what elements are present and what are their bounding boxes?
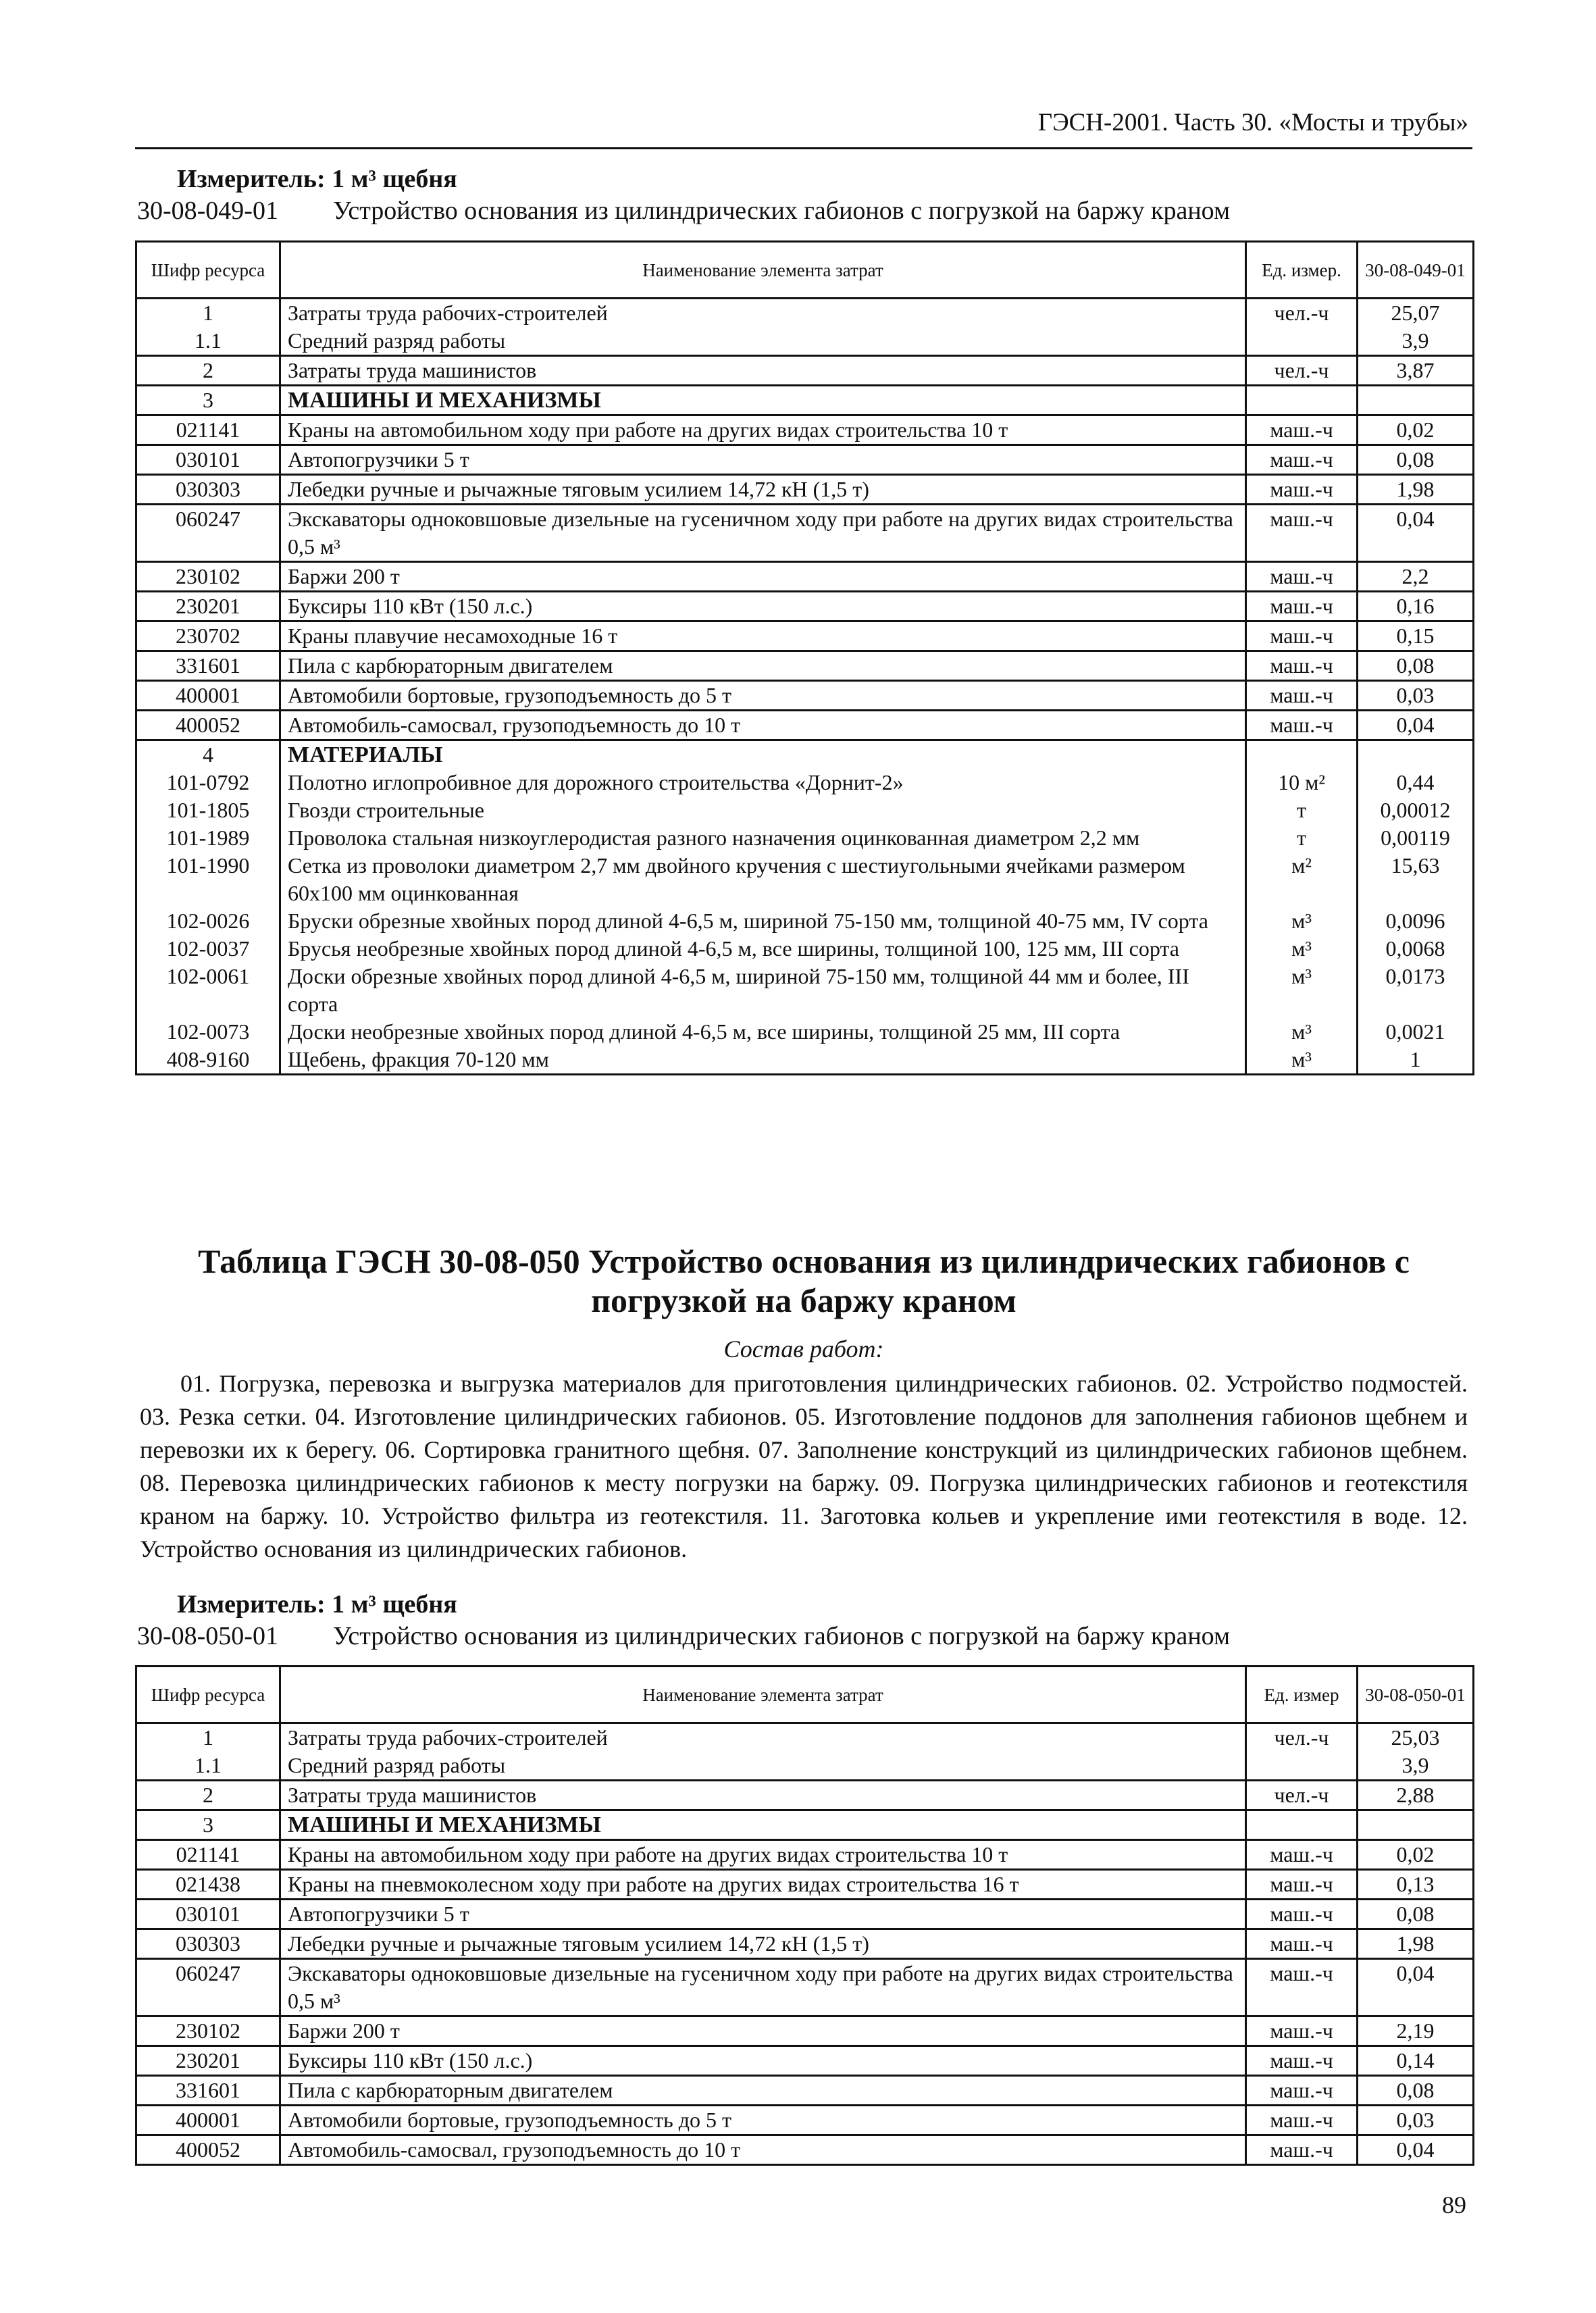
row-name: МАТЕРИАЛЫ [280, 740, 1246, 769]
table-row [136, 2016, 1474, 2046]
row-name: Баржи 200 т [280, 2016, 1246, 2046]
row-unit: м³ [1246, 1046, 1358, 1075]
row-code: 030101 [136, 445, 280, 475]
row-value: 3,9 [1358, 1752, 1474, 1781]
row-value: 1,98 [1358, 475, 1474, 505]
table2-cost-table [135, 1665, 1474, 2166]
row-code: 2 [136, 1781, 280, 1810]
row-unit: маш.-ч [1246, 681, 1358, 711]
table-row [136, 1810, 1474, 1840]
running-title: ГЭСН-2001. Часть 30. «Мосты и трубы» [1037, 109, 1468, 136]
row-name: Автопогрузчики 5 т [280, 445, 1246, 475]
row-name: Пила с карбюраторным двигателем [280, 651, 1246, 681]
row-name: Буксиры 110 кВт (150 л.с.) [280, 592, 1246, 621]
header-code: Шифр ресурса [136, 242, 280, 299]
table1-description: Устройство основания из цилиндрических габионов с погрузкой на баржу краном [333, 197, 1230, 225]
row-name: Лебедки ручные и рычажные тяговым усилием 14,72 кН (1,5 т) [280, 475, 1246, 505]
table2-measure: Измеритель: 1 м³ щебня [177, 1590, 457, 1619]
row-unit [1246, 1752, 1358, 1781]
row-value: 0,04 [1358, 711, 1474, 740]
row-unit: маш.-ч [1246, 621, 1358, 651]
row-code: 230102 [136, 562, 280, 592]
work-composition-text: 01. Погрузка, перевозка и выгрузка материалов для приготовления цилиндрических габионов. 02. Устройство подмостей. 03. Резка сетки. 04. Изготовление цилиндрических габионов. 05. Изготовление поддонов для заполнения габионов щебнем и перевозки их к берегу. 06. Сортировка гранитного щебня. 07. Заполнение конструкций из цилиндрических габионов щебнем. 08. Перевозка цилиндрических габионов к месту погрузки на баржу. 09. Погрузка цилиндрических габионов и геотекстиля краном на баржу. 10. Устройство фильтра из геотекстиля. 11. Заготовка кольев и укрепление ими геотекстиля в воде. 12. Устройство основания из цилиндрических габионов. [140, 1370, 1468, 1562]
table-row [136, 562, 1474, 592]
row-name: Гвозди строительные [280, 796, 1246, 824]
table-row [136, 1018, 1474, 1046]
row-code: 3 [136, 386, 280, 415]
row-name: Экскаваторы одноковшовые дизельные на гусеничном ходу при работе на других видах строительства 0,5 м³ [280, 1959, 1246, 2016]
table-row [136, 1959, 1474, 2016]
row-code: 400052 [136, 2135, 280, 2165]
row-unit: маш.-ч [1246, 475, 1358, 505]
row-name: Краны плавучие несамоходные 16 т [280, 621, 1246, 651]
row-name: Экскаваторы одноковшовые дизельные на гусеничном ходу при работе на других видах строительства 0,5 м³ [280, 505, 1246, 562]
table-row [136, 299, 1474, 328]
row-name: Краны на пневмоколесном ходу при работе на других видах строительства 16 т [280, 1870, 1246, 1900]
row-value: 0,03 [1358, 681, 1474, 711]
table-row [136, 1929, 1474, 1959]
row-name: Доски необрезные хвойных пород длиной 4-6,5 м, все ширины, толщиной 25 мм, III сорта [280, 1018, 1246, 1046]
row-value: 0,16 [1358, 592, 1474, 621]
row-unit [1246, 740, 1358, 769]
table-row [136, 2106, 1474, 2135]
row-value: 0,14 [1358, 2046, 1474, 2076]
table-row [136, 2046, 1474, 2076]
table-row [136, 796, 1474, 824]
row-unit: маш.-ч [1246, 445, 1358, 475]
table-row [136, 2076, 1474, 2106]
table1-code: 30-08-049-01 [137, 197, 278, 225]
table-row [136, 963, 1474, 1018]
header-code: Шифр ресурса [136, 1667, 280, 1723]
row-code: 1.1 [136, 327, 280, 356]
row-code: 060247 [136, 1959, 280, 2016]
table2-subtitle [137, 1621, 1230, 1651]
row-value: 25,07 [1358, 299, 1474, 328]
row-code: 3 [136, 1810, 280, 1840]
row-unit: маш.-ч [1246, 2016, 1358, 2046]
row-code: 030303 [136, 1929, 280, 1959]
row-name: МАШИНЫ И МЕХАНИЗМЫ [280, 1810, 1246, 1840]
row-name: Автомобиль-самосвал, грузоподъемность до 10 т [280, 711, 1246, 740]
table-row [136, 327, 1474, 356]
row-value: 0,44 [1358, 769, 1474, 796]
header-unit: Ед. измер [1246, 1667, 1358, 1723]
row-code: 230702 [136, 621, 280, 651]
row-name: Бруски обрезные хвойных пород длиной 4-6,5 м, шириной 75-150 мм, толщиной 40-75 мм, IV сорта [280, 907, 1246, 935]
row-code: 101-1989 [136, 824, 280, 852]
row-value: 1 [1358, 1046, 1474, 1075]
row-value [1358, 740, 1474, 769]
row-unit [1246, 1810, 1358, 1840]
row-unit: маш.-ч [1246, 651, 1358, 681]
header-value: 30-08-049-01 [1358, 242, 1474, 299]
page-number: 89 [1442, 2191, 1466, 2218]
row-name: Автомобили бортовые, грузоподъемность до 5 т [280, 681, 1246, 711]
row-value: 0,03 [1358, 2106, 1474, 2135]
table1-cost-table [135, 240, 1474, 1075]
work-composition-label: Состав работ: [723, 1336, 884, 1363]
row-value: 2,19 [1358, 2016, 1474, 2046]
row-value [1358, 386, 1474, 415]
row-name: Средний разряд работы [280, 1752, 1246, 1781]
table-row [136, 415, 1474, 445]
row-code: 060247 [136, 505, 280, 562]
row-code: 230102 [136, 2016, 280, 2046]
row-unit: маш.-ч [1246, 2106, 1358, 2135]
table-row [136, 711, 1474, 740]
row-code: 102-0037 [136, 935, 280, 963]
row-name: МАШИНЫ И МЕХАНИЗМЫ [280, 386, 1246, 415]
row-value: 0,0173 [1358, 963, 1474, 1018]
table-row [136, 651, 1474, 681]
row-value: 0,0021 [1358, 1018, 1474, 1046]
row-unit: маш.-ч [1246, 1959, 1358, 2016]
row-code: 021438 [136, 1870, 280, 1900]
row-value: 0,02 [1358, 415, 1474, 445]
table-row [136, 681, 1474, 711]
row-value: 3,87 [1358, 356, 1474, 386]
row-value: 0,08 [1358, 445, 1474, 475]
header-name: Наименование элемента затрат [280, 1667, 1246, 1723]
table-row [136, 1752, 1474, 1781]
row-code: 2 [136, 356, 280, 386]
header-value: 30-08-050-01 [1358, 1667, 1474, 1723]
row-value: 0,0068 [1358, 935, 1474, 963]
row-value [1358, 1810, 1474, 1840]
row-name: Баржи 200 т [280, 562, 1246, 592]
row-unit: маш.-ч [1246, 2135, 1358, 2165]
row-unit: чел.-ч [1246, 356, 1358, 386]
row-unit: 10 м² [1246, 769, 1358, 796]
table2-description: Устройство основания из цилиндрических габионов с погрузкой на баржу краном [333, 1622, 1230, 1650]
row-value: 1,98 [1358, 1929, 1474, 1959]
row-value: 0,00119 [1358, 824, 1474, 852]
table-row [136, 1046, 1474, 1075]
row-name: Буксиры 110 кВт (150 л.с.) [280, 2046, 1246, 2076]
row-unit: маш.-ч [1246, 2046, 1358, 2076]
row-code: 021141 [136, 1840, 280, 1870]
row-value: 15,63 [1358, 852, 1474, 907]
table-row [136, 1840, 1474, 1870]
row-code: 101-0792 [136, 769, 280, 796]
row-unit: маш.-ч [1246, 592, 1358, 621]
table-row [136, 824, 1474, 852]
table-row [136, 1870, 1474, 1900]
row-value: 2,2 [1358, 562, 1474, 592]
row-name: Автопогрузчики 5 т [280, 1900, 1246, 1929]
row-value: 2,88 [1358, 1781, 1474, 1810]
row-unit: маш.-ч [1246, 505, 1358, 562]
table-row [136, 935, 1474, 963]
row-value: 0,13 [1358, 1870, 1474, 1900]
table-row [136, 621, 1474, 651]
row-name: Затраты труда рабочих-строителей [280, 299, 1246, 328]
row-code: 408-9160 [136, 1046, 280, 1075]
row-code: 4 [136, 740, 280, 769]
table-row [136, 740, 1474, 769]
row-name: Доски обрезные хвойных пород длиной 4-6,5 м, шириной 75-150 мм, толщиной 44 мм и более, III сорта [280, 963, 1246, 1018]
row-code: 102-0026 [136, 907, 280, 935]
row-value: 0,08 [1358, 651, 1474, 681]
row-unit: маш.-ч [1246, 1840, 1358, 1870]
row-unit: м³ [1246, 963, 1358, 1018]
row-value: 0,04 [1358, 1959, 1474, 2016]
table1-subtitle [137, 196, 1230, 226]
row-unit: т [1246, 796, 1358, 824]
row-code: 1.1 [136, 1752, 280, 1781]
row-unit [1246, 327, 1358, 356]
row-name: Брусья необрезные хвойных пород длиной 4-6,5 м, все ширины, толщиной 100, 125 мм, III сорта [280, 935, 1246, 963]
table-row [136, 592, 1474, 621]
row-unit: маш.-ч [1246, 1900, 1358, 1929]
row-name: Средний разряд работы [280, 327, 1246, 356]
table-row [136, 1900, 1474, 1929]
row-unit: м³ [1246, 907, 1358, 935]
row-code: 400052 [136, 711, 280, 740]
row-unit: м³ [1246, 935, 1358, 963]
row-unit: чел.-ч [1246, 299, 1358, 328]
row-code: 331601 [136, 2076, 280, 2106]
table2-code: 30-08-050-01 [137, 1622, 278, 1650]
running-header [135, 107, 1472, 149]
row-name: Затраты труда машинистов [280, 356, 1246, 386]
row-name: Краны на автомобильном ходу при работе на других видах строительства 10 т [280, 415, 1246, 445]
table-row [136, 769, 1474, 796]
row-name: Автомобиль-самосвал, грузоподъемность до 10 т [280, 2135, 1246, 2165]
row-name: Сетка из проволоки диаметром 2,7 мм двойного кручения с шестиугольными ячейками размером 60x100 мм оцинкованная [280, 852, 1246, 907]
table-row [136, 386, 1474, 415]
header-name: Наименование элемента затрат [280, 242, 1246, 299]
row-code: 400001 [136, 681, 280, 711]
row-name: Затраты труда машинистов [280, 1781, 1246, 1810]
row-name: Краны на автомобильном ходу при работе на других видах строительства 10 т [280, 1840, 1246, 1870]
row-value: 25,03 [1358, 1723, 1474, 1752]
table-row [136, 907, 1474, 935]
row-code: 1 [136, 299, 280, 328]
row-value: 0,0096 [1358, 907, 1474, 935]
row-name: Затраты труда рабочих-строителей [280, 1723, 1246, 1752]
row-name: Автомобили бортовые, грузоподъемность до 5 т [280, 2106, 1246, 2135]
row-name: Лебедки ручные и рычажные тяговым усилием 14,72 кН (1,5 т) [280, 1929, 1246, 1959]
table-row [136, 505, 1474, 562]
row-value: 0,02 [1358, 1840, 1474, 1870]
row-code: 230201 [136, 2046, 280, 2076]
row-unit: маш.-ч [1246, 711, 1358, 740]
row-value: 0,08 [1358, 1900, 1474, 1929]
row-value: 0,08 [1358, 2076, 1474, 2106]
row-unit: маш.-ч [1246, 1870, 1358, 1900]
row-name: Полотно иглопробивное для дорожного строительства «Дорнит-2» [280, 769, 1246, 796]
row-value: 0,00012 [1358, 796, 1474, 824]
row-name: Пила с карбюраторным двигателем [280, 2076, 1246, 2106]
row-unit: маш.-ч [1246, 2076, 1358, 2106]
table-row [136, 356, 1474, 386]
row-value: 3,9 [1358, 327, 1474, 356]
table1-measure: Измеритель: 1 м³ щебня [177, 165, 457, 193]
row-code: 331601 [136, 651, 280, 681]
row-code: 102-0073 [136, 1018, 280, 1046]
row-code: 102-0061 [136, 963, 280, 1018]
row-value: 0,04 [1358, 505, 1474, 562]
row-code: 021141 [136, 415, 280, 445]
row-code: 101-1990 [136, 852, 280, 907]
row-unit [1246, 386, 1358, 415]
table2-title: Таблица ГЭСН 30-08-050 Устройство основания из цилиндрических габионов с погрузкой на баржу краном [198, 1242, 1410, 1319]
row-name: Щебень, фракция 70-120 мм [280, 1046, 1246, 1075]
table-row [136, 445, 1474, 475]
row-code: 101-1805 [136, 796, 280, 824]
row-unit: м² [1246, 852, 1358, 907]
row-name: Проволока стальная низкоуглеродистая разного назначения оцинкованная диаметром 2,2 мм [280, 824, 1246, 852]
table-row [136, 1723, 1474, 1752]
row-unit: чел.-ч [1246, 1723, 1358, 1752]
row-unit: маш.-ч [1246, 1929, 1358, 1959]
row-code: 1 [136, 1723, 280, 1752]
table-row [136, 475, 1474, 505]
table-row [136, 1781, 1474, 1810]
row-value: 0,15 [1358, 621, 1474, 651]
row-code: 230201 [136, 592, 280, 621]
row-unit: м³ [1246, 1018, 1358, 1046]
row-unit: маш.-ч [1246, 415, 1358, 445]
row-value: 0,04 [1358, 2135, 1474, 2165]
row-unit: т [1246, 824, 1358, 852]
row-unit: чел.-ч [1246, 1781, 1358, 1810]
row-code: 030303 [136, 475, 280, 505]
table-row [136, 2135, 1474, 2165]
row-code: 030101 [136, 1900, 280, 1929]
row-code: 400001 [136, 2106, 280, 2135]
header-unit: Ед. измер. [1246, 242, 1358, 299]
row-unit: маш.-ч [1246, 562, 1358, 592]
table-row [136, 852, 1474, 907]
